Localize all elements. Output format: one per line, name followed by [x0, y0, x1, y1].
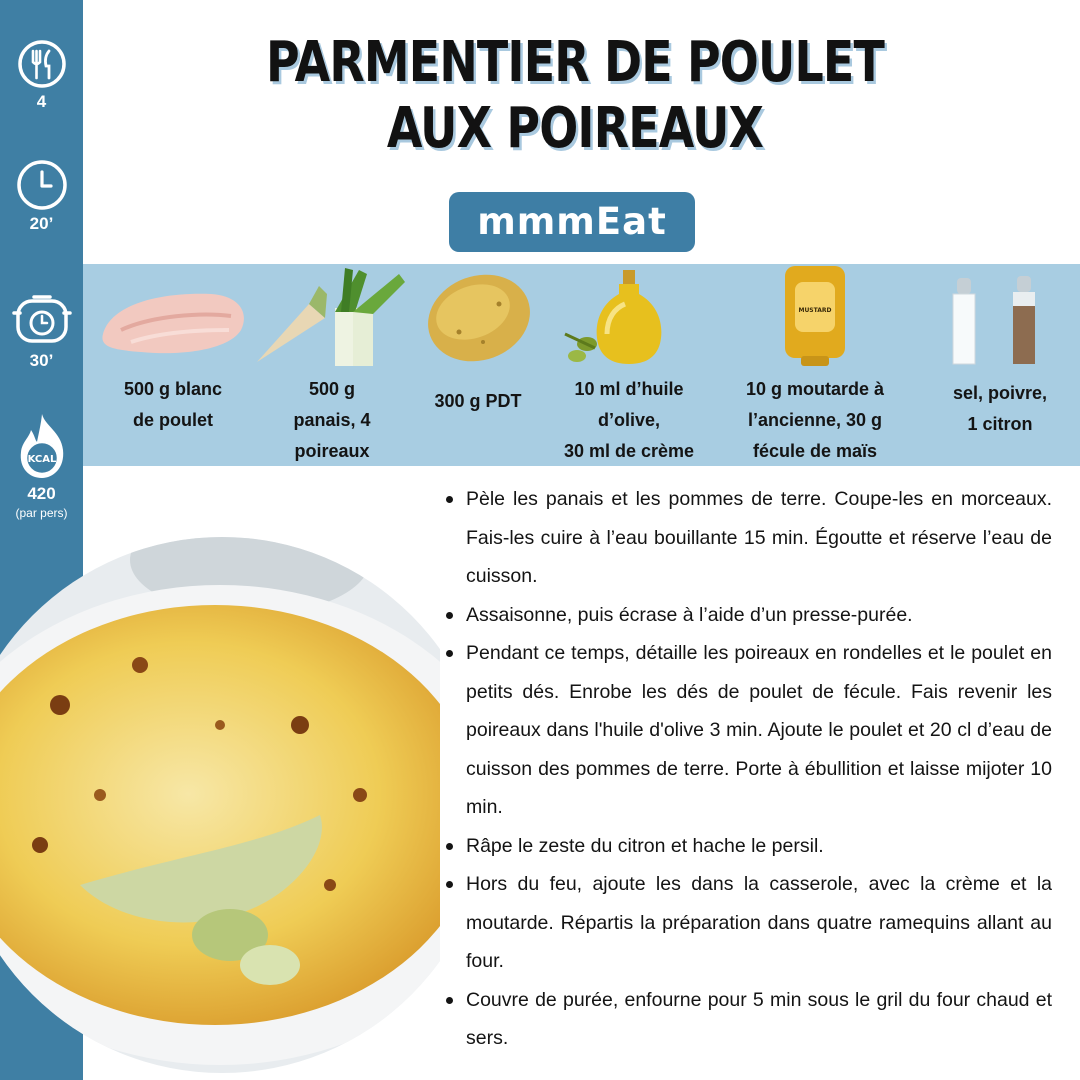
ingredient-mustard-starch [723, 264, 907, 466]
ingredient-parsnip-leek [249, 264, 415, 466]
ingredient-text: sel, poivre, 1 citron [952, 383, 1048, 434]
recipe-steps [440, 480, 1052, 1058]
step-item: Pèle les panais et les pommes de terre. Coupe-les en morceaux. Fais-les cuire à l’eau bouillante 15 min. Égoutte et réserve l’eau de cuisson. [440, 480, 1052, 596]
step-item: Couvre de purée, enfourne pour 5 min sous le gril du four chaud et sers. [440, 981, 1052, 1058]
mustard-icon [723, 264, 907, 374]
kcal-badge: KCAL [27, 454, 56, 465]
servings-stat [0, 38, 83, 112]
fork-knife-icon [16, 38, 68, 90]
ingredient-chicken [91, 264, 255, 466]
step-item: Pendant ce temps, détaille les poireaux en rondelles et le poulet en petits dés. Enrobe les dés de poulet de fécule. Fais revenir les poireaux dans l'huile d'olive 3 min. Ajoute le poulet et 20 cl d’eau de cuisson des pommes de terre. Porte à ébullition et laisse mijoter 10 min. [440, 634, 1052, 827]
pot-timer-icon [10, 285, 74, 349]
step-item: Hors du feu, ajoute les dans la casserole, avec la crème et la moutarde. Répartis la préparation dans quatre ramequins allant au four. [440, 865, 1052, 981]
chicken-breast-icon [91, 264, 255, 374]
cook-time-stat [0, 285, 83, 371]
ingredient-text: 300 g PDT [434, 391, 522, 411]
step-item: Assaisonne, puis écrase à l’aide d’un presse-purée. [440, 596, 1052, 635]
ingredient-text: 500 g blanc de poulet [123, 379, 223, 430]
ingredient-text: 500 g panais, 4 poireaux [293, 379, 371, 461]
parsnip-leek-icon [249, 264, 415, 374]
prep-time-stat [0, 158, 83, 234]
ingredient-text: 10 g moutarde à l’ancienne, 30 g fécule de maïs [745, 379, 885, 461]
brand-logo: mmmEat [449, 192, 695, 252]
dish-photo [0, 465, 440, 1080]
salt-pepper-icon [929, 264, 1071, 374]
servings-value: 4 [36, 92, 47, 111]
prep-time-value: 20’ [29, 214, 54, 233]
ingredient-salt-pepper-lemon [929, 264, 1071, 466]
calories-value: 420 [27, 484, 56, 503]
mustard-label: MUSTARD [798, 307, 832, 314]
ingredients-band [83, 264, 1080, 466]
cook-time-value: 30’ [29, 351, 54, 370]
recipe-title: PARMENTIER DE POULET AUX POIREAUX [266, 30, 884, 161]
olive-oil-icon [545, 264, 713, 374]
ingredient-text: 10 ml d’huile d’olive, 30 ml de crème [563, 379, 695, 461]
potato-icon [413, 264, 543, 374]
calories-note: (par pers) [15, 506, 68, 520]
step-item: Râpe le zeste du citron et hache le persil. [440, 827, 1052, 866]
clock-icon [15, 158, 69, 212]
ingredient-oil-cream [545, 264, 713, 466]
ingredient-potato [413, 264, 543, 466]
